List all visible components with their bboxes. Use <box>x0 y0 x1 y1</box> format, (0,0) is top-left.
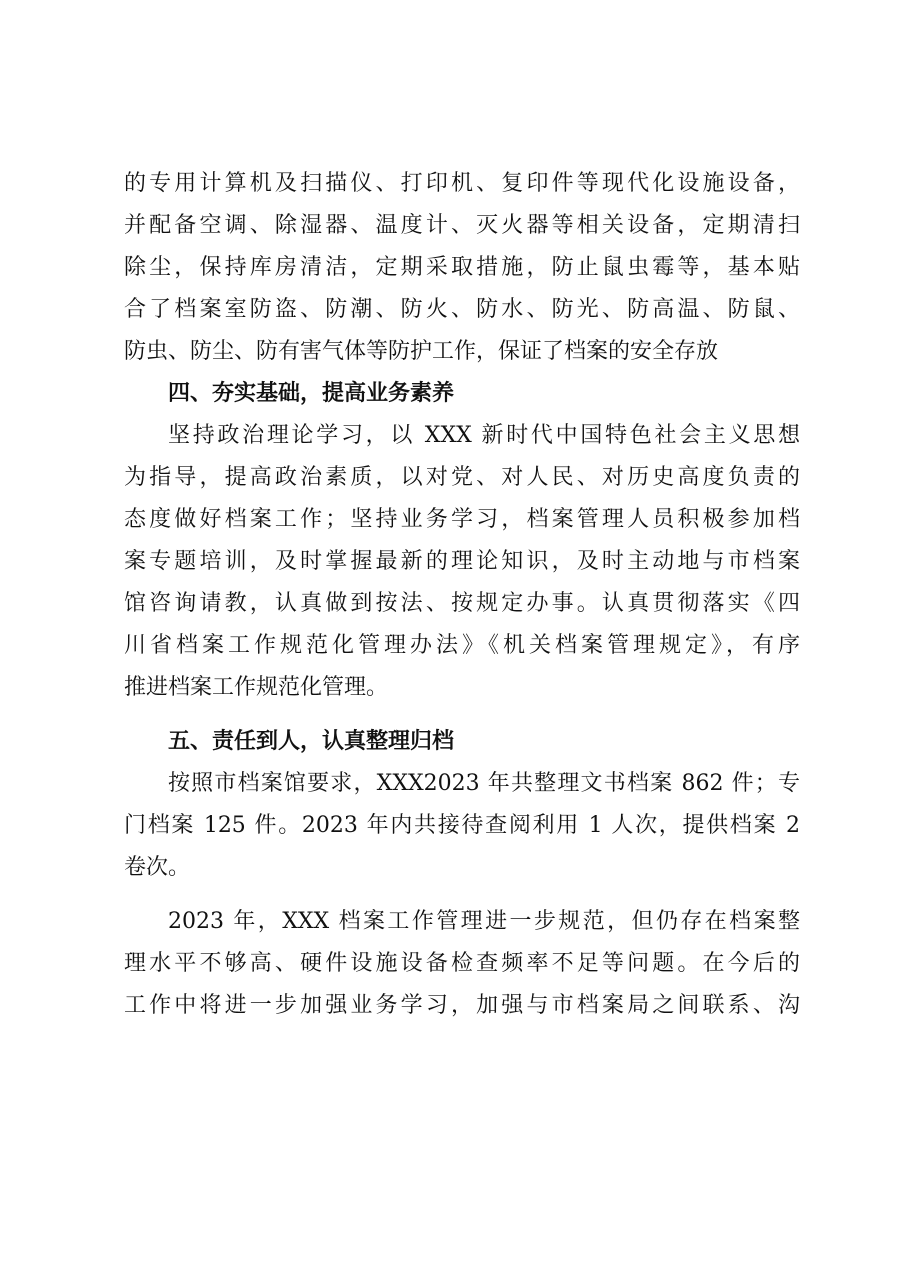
text-line: 案专题培训，及时掌握最新的理论知识，及时主动地与市档案 <box>124 549 800 574</box>
paragraph-gap <box>124 889 800 901</box>
section-heading-4: 四、夯实基础，提高业务素养 <box>168 381 455 406</box>
text-line: 并配备空调、除湿器、温度计、灭火器等相关设备，定期清扫 <box>124 213 800 238</box>
text-line: 坚持政治理论学习，以 XXX 新时代中国特色社会主义思想 <box>168 423 800 448</box>
text-line: 馆咨询请教，认真做到按法、按规定办事。认真贯彻落实《四 <box>124 591 800 616</box>
text-line: 理水平不够高、硬件设施设备检查频率不足等问题。在今后的 <box>124 951 800 976</box>
text-line: 工作中将进一步加强业务学习，加强与市档案局之间联系、沟 <box>124 993 800 1018</box>
text-line: 推进档案工作规范化管理。 <box>124 675 389 700</box>
text-line: 态度做好档案工作；坚持业务学习，档案管理人员积极参加档 <box>124 507 800 532</box>
paragraph-gap <box>124 709 800 721</box>
text-line: 川省档案工作规范化管理办法》《机关档案管理规定》，有序 <box>124 633 800 658</box>
text-line: 除尘，保持库房清洁，定期采取措施，防止鼠虫霉等，基本贴 <box>124 255 800 280</box>
text-line: 门档案 125 件。2023 年内共接待查阅利用 1 人次，提供档案 2 <box>124 813 800 838</box>
paragraph-summary <box>124 901 800 1027</box>
text-line: 为指导，提高政治素质，以对党、对人民、对历史高度负责的 <box>124 465 800 490</box>
text-line: 的专用计算机及扫描仪、打印机、复印件等现代化设施设备， <box>124 171 800 196</box>
paragraph-section-5 <box>124 763 800 889</box>
text-line: 合了档案室防盗、防潮、防火、防水、防光、防高温、防鼠、 <box>124 297 800 322</box>
paragraph-section-4 <box>124 415 800 709</box>
text-line: 卷次。 <box>124 855 191 880</box>
text-line: 2023 年，XXX 档案工作管理进一步规范，但仍存在档案整 <box>168 909 800 934</box>
section-heading-5: 五、责任到人，认真整理归档 <box>168 729 455 754</box>
document-body <box>124 163 800 1027</box>
text-line: 防虫、防尘、防有害气体等防护工作，保证了档案的安全存放 <box>124 339 719 364</box>
paragraph-facilities <box>124 163 800 373</box>
text-line: 按照市档案馆要求，XXX2023 年共整理文书档案 862 件；专 <box>168 771 800 796</box>
